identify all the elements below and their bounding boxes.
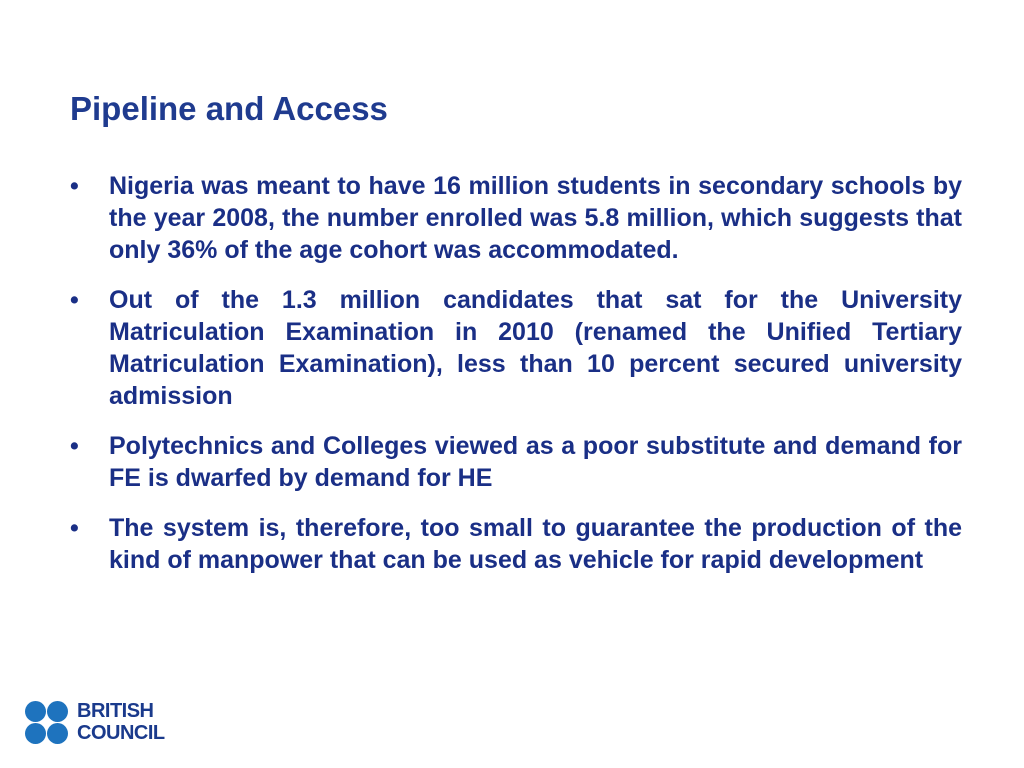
bullet-icon: • — [70, 432, 79, 460]
bullet-icon: • — [70, 514, 79, 542]
logo-circle — [25, 723, 46, 744]
logo-circle — [47, 723, 68, 744]
logo-circle — [47, 701, 68, 722]
bullet-text: Polytechnics and Colleges viewed as a poor substitute and demand for FE is dwarfed by demand for HE — [109, 432, 962, 492]
bullet-text: Nigeria was meant to have 16 million students in secondary schools by the year 2008, the number enrolled was 5.8 million, which suggests that only 36% of the age cohort was accommodated. — [109, 172, 962, 264]
bullet-text: The system is, therefore, too small to guarantee the production of the kind of manpower that can be used as vehicle for rapid development — [109, 514, 962, 574]
bullet-item — [70, 284, 962, 412]
logo-circle — [25, 701, 46, 722]
bullet-item — [70, 430, 962, 494]
bullet-list — [70, 170, 962, 594]
logo-circles-icon — [25, 701, 70, 746]
slide-title: Pipeline and Access — [70, 90, 388, 127]
british-council-logo — [25, 700, 185, 750]
bullet-icon: • — [70, 172, 79, 200]
logo-wordmark — [77, 700, 165, 744]
bullet-item — [70, 170, 962, 266]
logo-line-1: BRITISH — [77, 700, 154, 722]
bullet-icon: • — [70, 286, 79, 314]
bullet-text: Out of the 1.3 million candidates that sat for the University Matriculation Examination in 2010 (renamed the Unified Tertiary Matriculation Examination), less than 10 percent secured university admission — [109, 286, 962, 410]
bullet-item — [70, 512, 962, 576]
logo-line-2: COUNCIL — [77, 722, 165, 744]
